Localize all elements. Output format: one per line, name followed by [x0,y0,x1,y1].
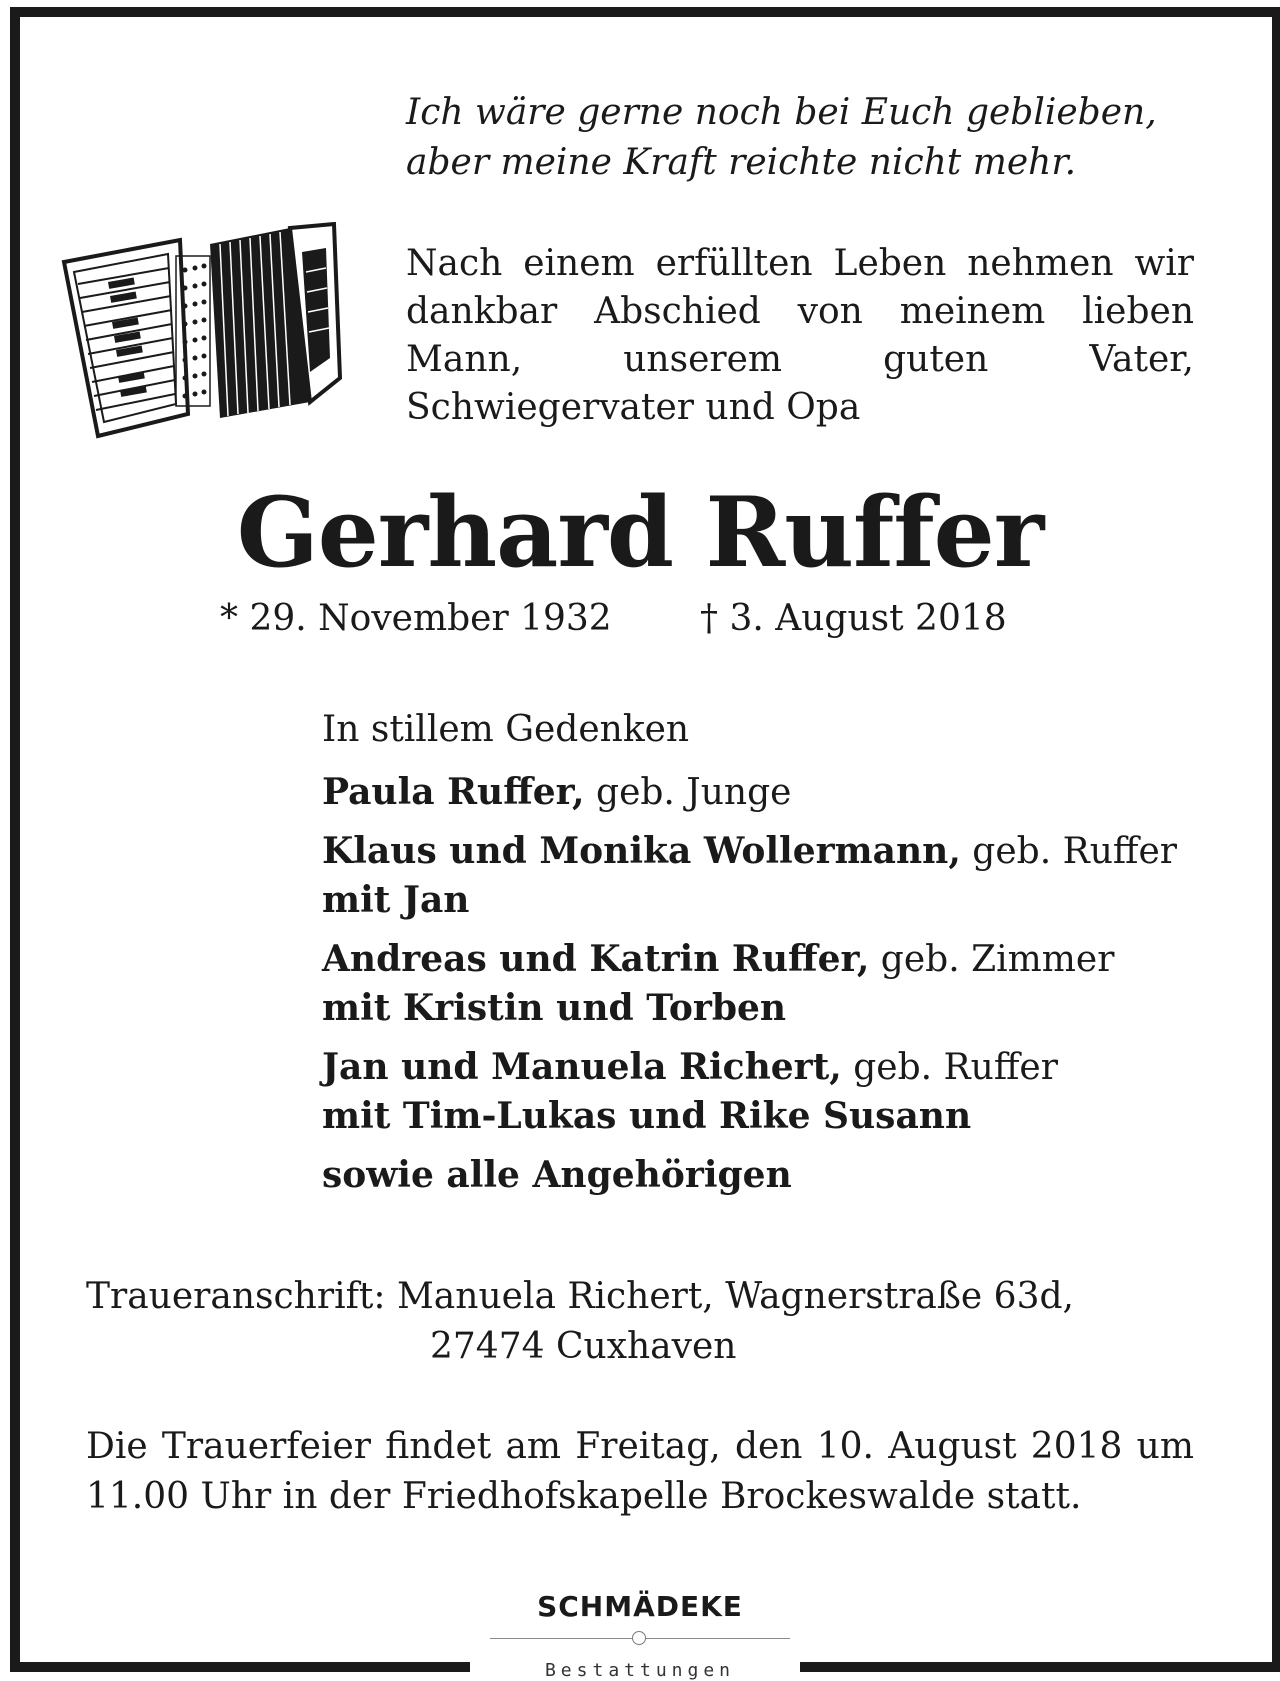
birth-date: * 29. November 1932 [220,598,612,639]
mourners-closing-text: sowie alle Angehörigen [322,1154,792,1196]
mourner-maiden-name: geb. Junge [584,772,792,813]
motto-line-2: aber meine Kraft reichte nicht mehr. [406,142,1077,183]
funeral-service-info: Die Trauerfeier findet am Freitag, den 10. August 2018 um 11.00 Uhr in der Friedhofskapelle Brockeswalde statt. [86,1426,1194,1517]
mourner-name: Andreas und Katrin Ruffer, [322,938,870,980]
funeral-home-name: SCHMÄDEKE [537,1590,743,1623]
mourner-name: Paula Ruffer, [322,771,585,813]
funeral-home-subtitle: Bestattungen [544,1660,736,1681]
mourner-children: mit Tim-Lukas und Rike Susann [322,1095,972,1137]
motto-line-1: Ich wäre gerne noch bei Euch geblieben, [406,92,1157,133]
mourner-entry [322,1043,1202,1141]
mourner-maiden-name: geb. Ruffer [960,831,1177,872]
mourner-children: mit Jan [322,879,470,921]
mourners-closing [322,1151,1202,1200]
mourner-maiden-name: geb. Ruffer [841,1047,1058,1088]
logo-ring-icon [632,1631,646,1645]
address-line-1: Traueranschrift: Manuela Richert, Wagnerstraße 63d, [86,1276,1074,1317]
mourner-maiden-name: geb. Zimmer [869,939,1115,980]
mourner-entry [322,768,1202,817]
mourner-name: Klaus und Monika Wollermann, [322,830,961,872]
mourner-children: mit Kristin und Torben [322,987,787,1029]
mourning-address [86,1272,1074,1372]
death-date: † 3. August 2018 [700,598,1007,639]
intro-text: Nach einem erfüllten Leben nehmen wir dankbar Abschied von meinem lieben Mann, unserem guten Vater, Schwiegervater und Opa [406,243,1194,428]
mourner-name: Jan und Manuela Richert, [322,1046,842,1088]
motto-quote [406,88,1194,188]
mourners-list [322,706,1202,1210]
accordion-icon [58,222,348,444]
mourners-heading: In stillem Gedenken [322,709,690,750]
mourner-entry [322,827,1202,925]
address-line-2: 27474 Cuxhaven [430,1326,737,1367]
mourner-entry [322,935,1202,1033]
funeral-home-logo [0,1590,1280,1681]
deceased-name: Gerhard Ruffer [236,476,1044,589]
